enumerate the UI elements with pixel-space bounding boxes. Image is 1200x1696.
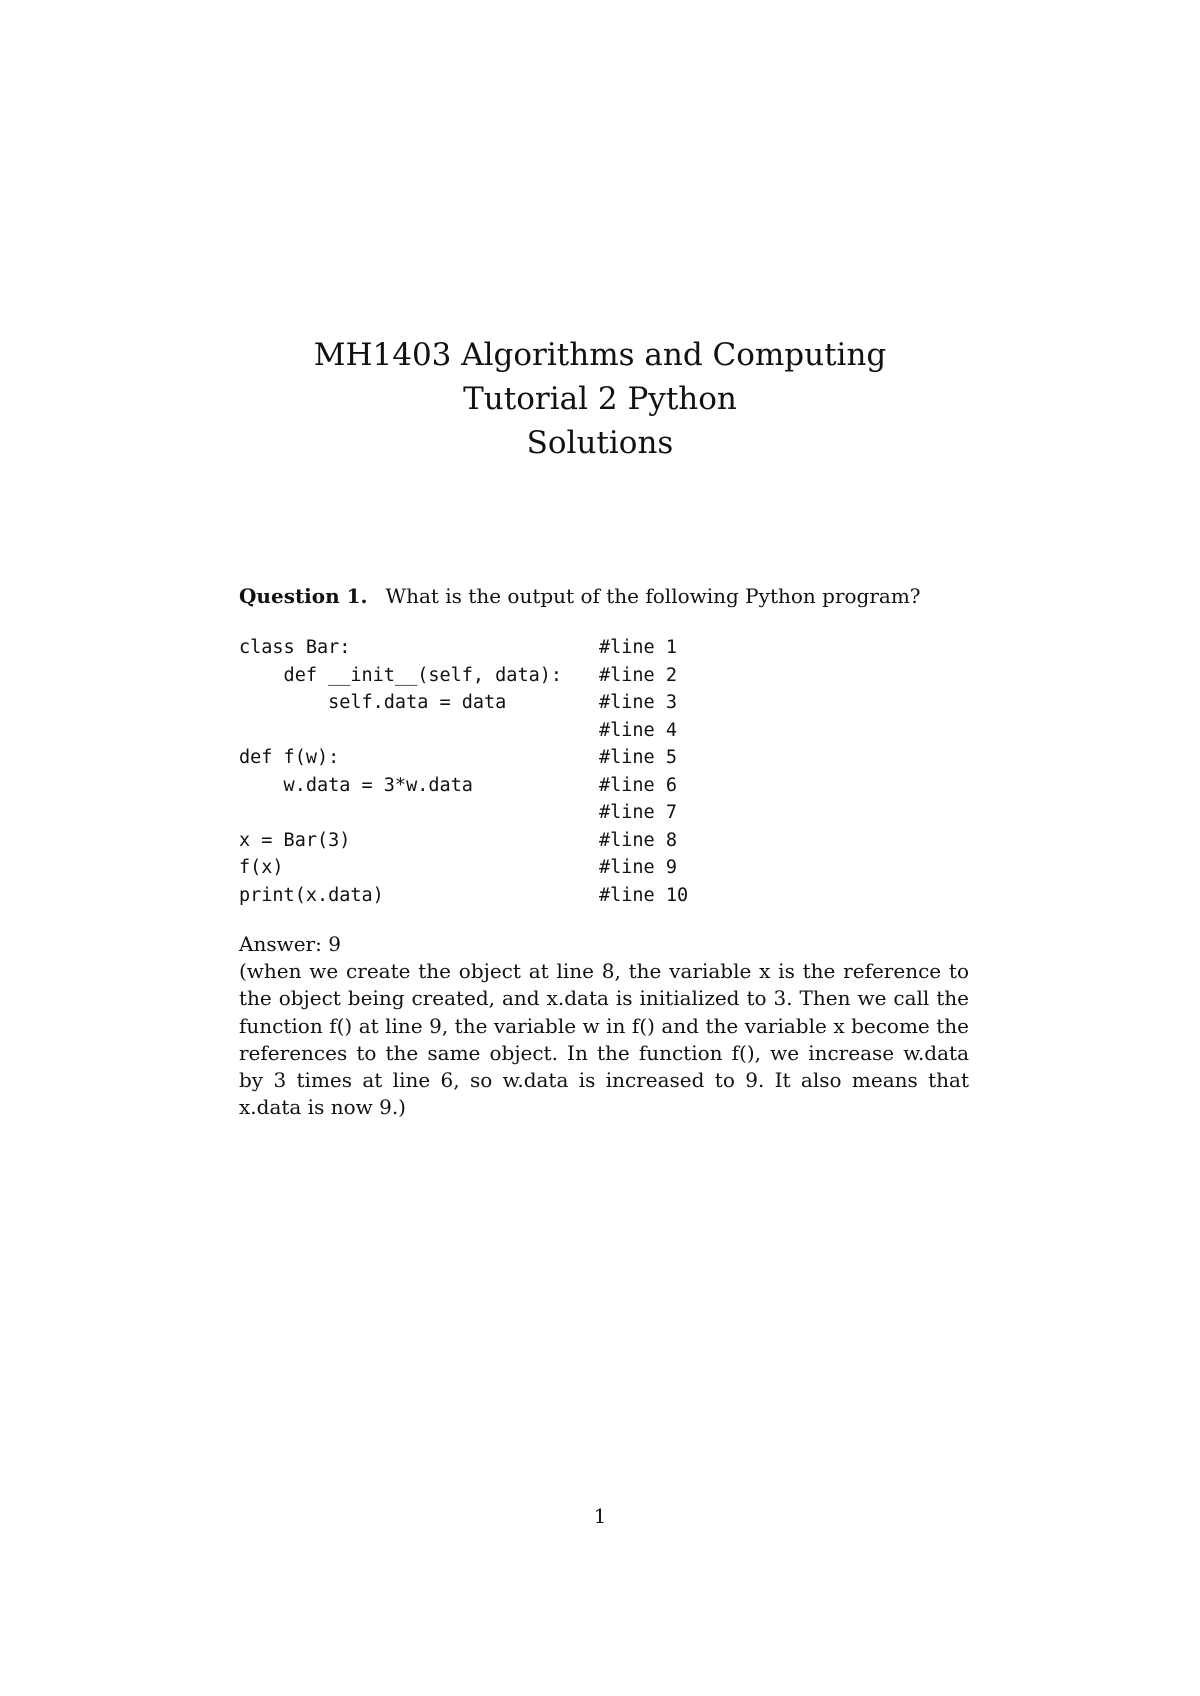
- line-comment: #line 1: [599, 637, 677, 658]
- code-line: [239, 882, 688, 910]
- code-line: [239, 662, 688, 690]
- line-comment: #line 7: [599, 802, 677, 823]
- answer-explanation: (when we create the object at line 8, the variable x is the reference to the object being created, and x.data is initialized to 3. Then we call the function f() at line 9, the variable w in f() and the variable x become the references to the same object. In the function f(), we increase w.data by 3 times at line 6, so w.data is increased to 9. It also means that x.data is now 9.): [239, 959, 969, 1120]
- code-listing: [239, 634, 688, 909]
- code-line: [239, 744, 688, 772]
- line-comment: #line 3: [599, 692, 677, 713]
- code-text: def __init__(self, data):: [239, 664, 563, 686]
- line-comment: #line 2: [599, 664, 677, 686]
- code-line: [239, 772, 688, 800]
- title-block: [0, 333, 1200, 465]
- line-comment: #line 10: [599, 884, 689, 906]
- answer-block: [239, 931, 969, 1121]
- code-text: print(x.data): [239, 884, 384, 906]
- code-text: f(x): [239, 857, 284, 878]
- question-1: [239, 582, 999, 610]
- code-line: [239, 689, 688, 717]
- code-text: [239, 717, 599, 745]
- line-comment: #line 6: [599, 774, 677, 796]
- code-text: class Bar:: [239, 637, 351, 658]
- code-line: [239, 634, 688, 662]
- tutorial-title: Tutorial 2 Python: [463, 381, 737, 417]
- question-prompt: What is the output of the following Python program?: [385, 584, 921, 608]
- course-title: MH1403 Algorithms and Computing: [313, 337, 887, 373]
- code-text: w.data = 3*w.data: [239, 774, 473, 796]
- line-comment: #line 5: [599, 747, 677, 768]
- line-comment: #line 4: [599, 719, 677, 741]
- question-label: Question 1.: [239, 584, 368, 608]
- line-comment: #line 9: [599, 857, 677, 878]
- code-text: x = Bar(3): [239, 829, 351, 851]
- answer-label: Answer: 9: [239, 932, 341, 956]
- code-text: self.data = data: [239, 692, 507, 713]
- code-line: [239, 854, 688, 882]
- code-text: [239, 799, 599, 827]
- solutions-subtitle: Solutions: [526, 425, 674, 461]
- page-number: 1: [593, 1504, 607, 1528]
- code-line: [239, 827, 688, 855]
- code-line: [239, 799, 688, 827]
- code-line: [239, 717, 688, 745]
- line-comment: #line 8: [599, 829, 677, 851]
- code-text: def f(w):: [239, 747, 340, 768]
